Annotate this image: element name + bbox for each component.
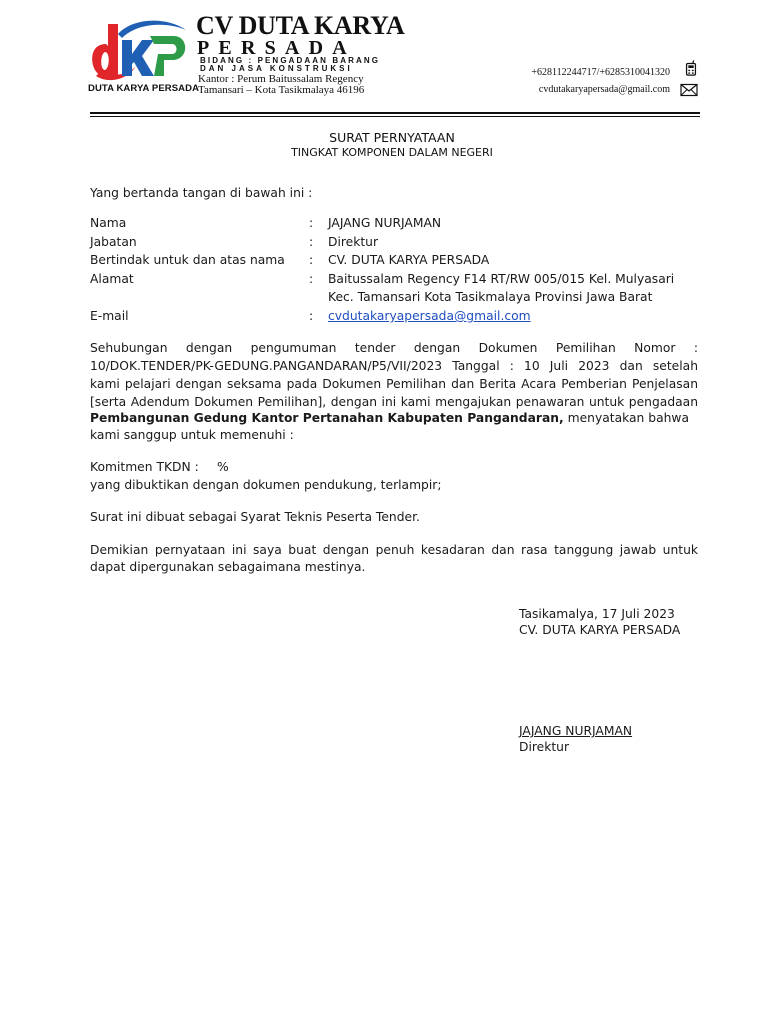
office-address-line2: Tamansari – Kota Tasikmalaya 46196 xyxy=(198,84,365,96)
tkdn-label: Komitmen TKDN : xyxy=(90,460,199,474)
paragraph1-line6: kami sanggup untuk memenuhi : xyxy=(90,428,294,442)
jabatan-colon: : xyxy=(309,235,314,249)
company-field-line1: BIDANG : PENGADAAN BARANG xyxy=(200,56,381,65)
nama-label: Nama xyxy=(90,216,127,230)
jabatan-label: Jabatan xyxy=(90,235,137,249)
company-email: cvdutakaryapersada@gmail.com xyxy=(538,84,670,95)
place-date: Tasikamalya, 17 Juli 2023 xyxy=(519,607,675,621)
signature-company: CV. DUTA KARYA PERSADA xyxy=(519,623,681,637)
paragraph3-line1: Demikian pernyataan ini saya buat dengan penuh kesadaran dan rasa tanggung jawab untuk xyxy=(90,543,698,557)
tkdn-support-text: yang dibuktikan dengan dokumen pendukung, terlampir; xyxy=(90,478,442,492)
email-link[interactable]: cvdutakaryapersada@gmail.com xyxy=(328,309,531,323)
signatory-position: Direktur xyxy=(519,740,570,754)
bertindak-colon: : xyxy=(309,253,314,267)
letterhead-divider-thick xyxy=(90,112,700,114)
nama-value: JAJANG NURJAMAN xyxy=(328,216,442,230)
alamat-label: Alamat xyxy=(90,272,134,286)
paragraph1-line2: 10/DOK.TENDER/PK-GEDUNG.PANGANDARAN/P5/VII/2023 Tanggal : 10 Juli 2023 dan setelah xyxy=(90,359,698,373)
alamat-value-line2: Kec. Tamansari Kota Tasikmalaya Provinsi Jawa Barat xyxy=(328,290,653,304)
tkdn-percent: % xyxy=(217,460,229,474)
nama-colon: : xyxy=(309,216,314,230)
project-name: Pembangunan Gedung Kantor Pertanahan Kabupaten Pangandaran, xyxy=(90,411,564,425)
paragraph1-line4: [serta Adendum Dokumen Pemilihan], dengan ini kami mengajukan penawaran untuk pengadaan xyxy=(90,395,698,409)
bertindak-label: Bertindak untuk dan atas nama xyxy=(90,253,285,267)
paragraph1-line5-rest: menyatakan bahwa xyxy=(563,411,689,425)
paragraph1-line3: kami pelajari dengan seksama pada Dokumen Pemilihan dan Berita Acara Pemberian Penjelasan xyxy=(90,377,698,391)
paragraph1-line1: Sehubungan dengan pengumuman tender dengan Dokumen Pemilihan Nomor : xyxy=(90,341,698,355)
document-subtitle: TINGKAT KOMPONEN DALAM NEGERI xyxy=(291,146,493,159)
letterhead-divider-thin xyxy=(90,116,700,117)
paragraph3-line2: dapat dipergunakan sebagaimana mestinya. xyxy=(90,560,366,574)
company-phone: +628112244717/+6285310041320 xyxy=(531,67,670,78)
document-title: SURAT PERNYATAAN xyxy=(329,130,455,145)
company-name-line2: PERSADA xyxy=(197,37,356,59)
email-colon: : xyxy=(309,309,314,323)
bertindak-value: CV. DUTA KARYA PERSADA xyxy=(328,253,490,267)
logo-caption: DUTA KARYA PERSADA xyxy=(88,83,200,94)
signatory-name: JAJANG NURJAMAN xyxy=(519,724,633,738)
alamat-colon: : xyxy=(309,272,314,286)
paragraph2: Surat ini dibuat sebagai Syarat Teknis Peserta Tender. xyxy=(90,510,420,524)
company-field-line2: DAN JASA KONSTRUKSI xyxy=(200,64,353,73)
company-name-line1: CV DUTA KARYA xyxy=(196,11,405,40)
envelope-icon xyxy=(680,82,698,98)
email-label: E-mail xyxy=(90,309,129,323)
company-logo xyxy=(88,14,192,84)
jabatan-value: Direktur xyxy=(328,235,379,249)
alamat-value-line1: Baitussalam Regency F14 RT/RW 005/015 Kel. Mulyasari xyxy=(328,272,675,286)
office-address-line1: Kantor : Perum Baitussalam Regency xyxy=(198,73,364,85)
intro-text: Yang bertanda tangan di bawah ini : xyxy=(90,186,313,200)
paragraph1-line5 xyxy=(90,409,689,427)
phone-icon xyxy=(682,60,700,76)
